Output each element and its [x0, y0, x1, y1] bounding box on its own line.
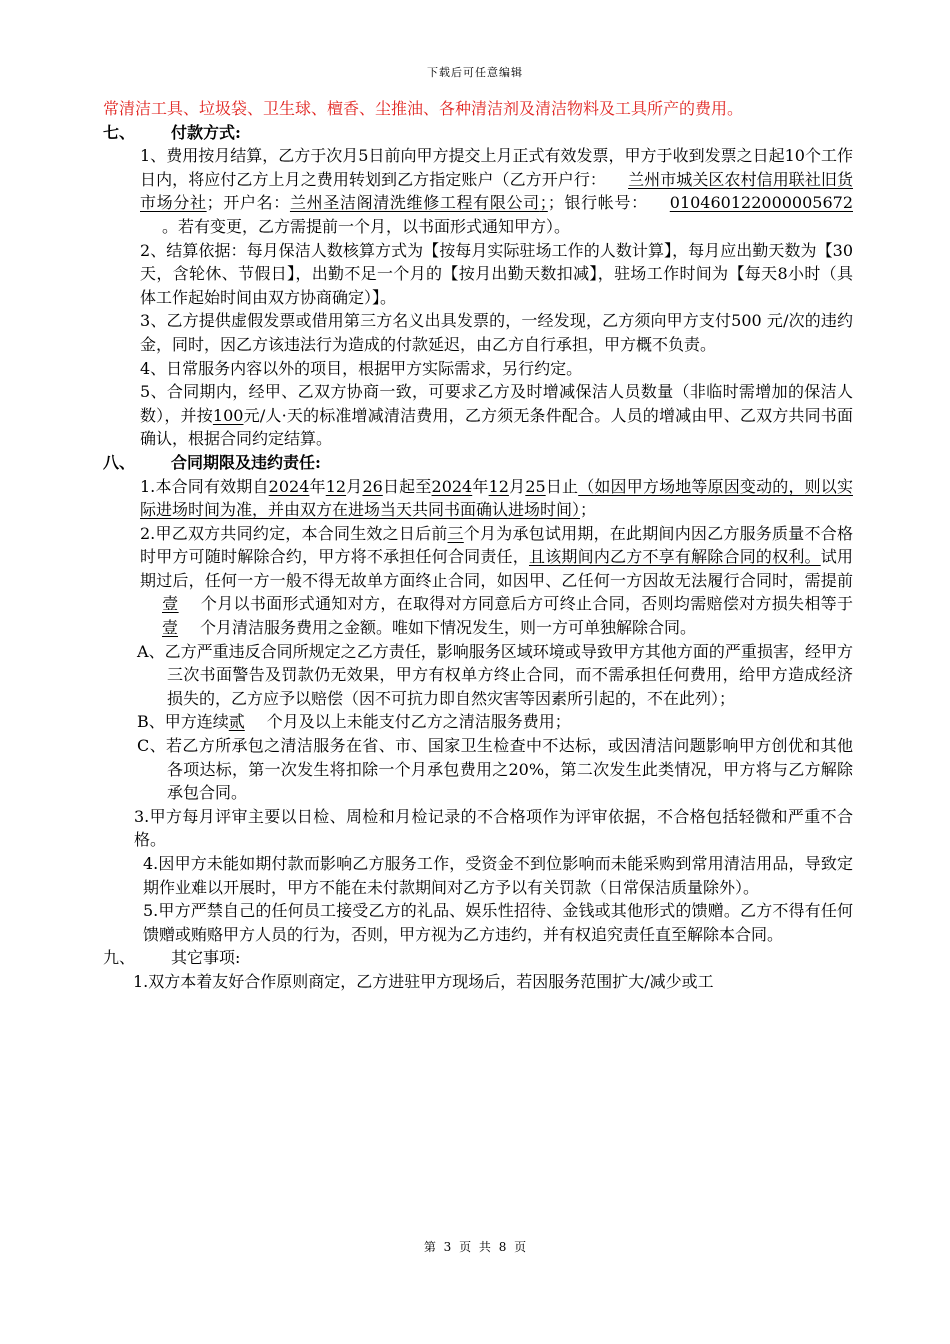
section-title: 其它事项:	[171, 948, 241, 968]
section-number: 九、	[103, 948, 136, 968]
clause-7-2: 2、结算依据：每月保洁人数核算方式为【按每月实际驻场工作的人数计算】，每月应出勤天数为【30天，含轮休、节假日】，出勤不足一个月的【按月出勤天数扣减】，驻场工作时间为【每天8小时（具体工作起始时间由双方协商确定）】。	[140, 240, 853, 307]
notice-months: 壹	[162, 594, 179, 614]
clause-text: 日止	[545, 476, 579, 496]
clause-note: （如因甲方场地等原因变动的，则以实际进场时间为准，并由双方在进场当天共同书面确认进场时间）	[140, 476, 853, 520]
end-month: 12	[488, 476, 509, 496]
clause-text: 日起至	[382, 476, 432, 496]
clause-text: 2.甲乙双方共同约定，本合同生效之日后前	[140, 523, 448, 543]
document-body	[103, 97, 853, 994]
section-number: 八、	[103, 452, 136, 472]
clause-text: 1.本合同有效期自	[140, 476, 269, 496]
clause-8-2	[103, 522, 853, 640]
clause-text: 年	[472, 476, 489, 496]
clause-text: ；开户名：	[206, 193, 290, 213]
clause-text: 1、费用按月结算，乙方于次月5日前向甲方提交上月正式有效发票，甲方于收到发票之日起10个工作日内，将应付乙方上月之费用转划到乙方指定账户（乙方开户行：	[140, 146, 853, 189]
account-name: 兰州圣洁阁清洗维修工程有限公司	[289, 193, 540, 213]
clause-text: 年	[309, 476, 326, 496]
clause-text: 月	[346, 476, 363, 496]
clause-text: ；	[580, 500, 597, 520]
clause-8-1	[103, 475, 853, 522]
clause-8-4: 4.因甲方未能如期付款而影响乙方服务工作，受资金不到位影响而未能采购到常用清洁用品，导致定期作业难以开展时，甲方不能在未付款期间对乙方予以有关罚款（日常保洁质量除外）。	[143, 854, 853, 897]
clause-8-3: 3.甲方每月评审主要以日检、周检和月检记录的不合格项作为评审依据，不合格包括轻微和严重不合格。	[134, 806, 853, 850]
clause-text: B、甲方连续	[137, 712, 229, 732]
clause-8-5: 5.甲方严禁自己的任何员工接受乙方的礼品、娱乐性招待、金钱或其他形式的馈赠。乙方不得有任何馈赠或贿赂甲方人员的行为，否则，甲方视为乙方违约，并有权追究责任直至解除本合同。	[143, 901, 853, 944]
clause-7-3: 3、乙方提供虚假发票或借用第三方名义出具发票的，一经发现，乙方须向甲方支付500 元/次的违约金，同时，因乙方该违法行为造成的付款延迟，由乙方自行承担，甲方概不负责。	[140, 311, 853, 354]
clause-text: 元/人·天的标准增减清洁费用，乙方须无条件配合。人员的增减由甲、乙双方共同书面确认，根据合同约定结算。	[140, 405, 853, 449]
clause-7-5	[103, 380, 853, 451]
clause-8-2-c: C、若乙方所承包之清洁服务在省、市、国家卫生检查中不达标，或因清洁问题影响甲方创优和其他各项达标，第一次发生将扣除一个月承包费用之20%，第二次发生此类情况，甲方将与乙方解除承包合同。	[137, 736, 853, 803]
clause-text: 个月及以上未能支付乙方之清洁服务费用；	[266, 712, 571, 732]
start-month: 12	[325, 476, 347, 496]
clause-text: 。若有变更，乙方需提前一个月，以书面形式通知甲方）。	[162, 216, 571, 236]
section-8-heading	[103, 451, 853, 475]
clause-7-4: 4、日常服务内容以外的项目，根据甲方实际需求，另行约定。	[140, 358, 583, 378]
clause-7-1: 1、费用按月结算，乙方于次月5日前向甲方提交上月正式有效发票，甲方于收到发票之日起10个工作日内，将应付乙方上月之费用转划到乙方指定账户（乙方开户行： 兰州市城关区农村信用联社旧货市场分社；开户名：兰州圣洁阁清洗维修工程有限公司；；银行帐号： 010460122000005672。若有变更，乙方需提前一个月，以书面形式通知甲方）。	[140, 146, 853, 236]
start-year: 2024	[268, 476, 310, 496]
page-header: 下载后可任意编辑	[427, 66, 523, 79]
section-title: 付款方式:	[171, 122, 241, 142]
paragraph-continuation: 常清洁工具、垃圾袋、卫生球、檀香、尘推油、各种清洁剂及清洁物料及工具所产的费用。	[103, 99, 744, 118]
clause-8-2-b	[103, 710, 853, 734]
default-months: 贰	[228, 712, 245, 732]
fee-value: 100	[212, 405, 244, 425]
clause-text: 个月清洁服务费用之金额。唯如下情况发生，则一方可单独解除合同。	[200, 618, 697, 638]
clause-8-2-a: A、乙方严重违反合同所规定之乙方责任，影响服务区域环境或导致甲方其他方面的严重损害，经甲方三次书面警告及罚款仍无效果，甲方有权单方终止合同，而不需承担任何费用，给甲方造成经济损失的，乙方应予以赔偿（因不可抗力即自然灾害等因素所引起的，不在此列）；	[137, 641, 853, 708]
clause-text: 个月以书面形式通知对方，在取得对方同意后方可终止合同，否则均需赔偿对方损失相等于	[200, 594, 853, 614]
section-number: 七、	[103, 122, 136, 142]
clause-text: 月	[508, 476, 526, 496]
clause-text: 试用期过后，任何一方一般不得无故单方面终止合同，如因甲、乙任何一方因故无法履行合同时，需提前	[140, 547, 853, 590]
clause-text: ；银行帐号：	[547, 193, 648, 213]
end-day: 25	[525, 476, 546, 496]
clause-underlined: 且该期间内乙方不享有解除合同的权利。	[529, 547, 821, 567]
section-title: 合同期限及违约责任:	[171, 452, 321, 472]
clause-9-1: 1.双方本着友好合作原则商定，乙方进驻甲方现场后，若因服务范围扩大/减少或工	[133, 971, 714, 991]
page-footer: 第 3 页 共 8 页	[423, 1240, 527, 1254]
trial-months: 三	[447, 523, 464, 543]
clause-text: 个月为承包试用期，在此期间内因乙方服务质量不合格时甲方可随时解除合约，甲方将不承担任何合同责任，	[140, 523, 853, 567]
compensation-months: 壹	[162, 618, 179, 638]
account-number: 010460122000005672	[669, 193, 853, 213]
start-day: 26	[362, 476, 383, 496]
section-9-heading	[103, 946, 853, 970]
bank-name: 兰州市城关区农村信用联社旧货市场分社	[140, 169, 853, 213]
clause-text: 5、合同期内，经甲、乙双方协商一致，可要求乙方及时增减保洁人员数量（非临时需增加的保洁人数），并按	[140, 382, 853, 425]
section-7-heading	[103, 121, 853, 145]
end-year: 2024	[431, 476, 473, 496]
